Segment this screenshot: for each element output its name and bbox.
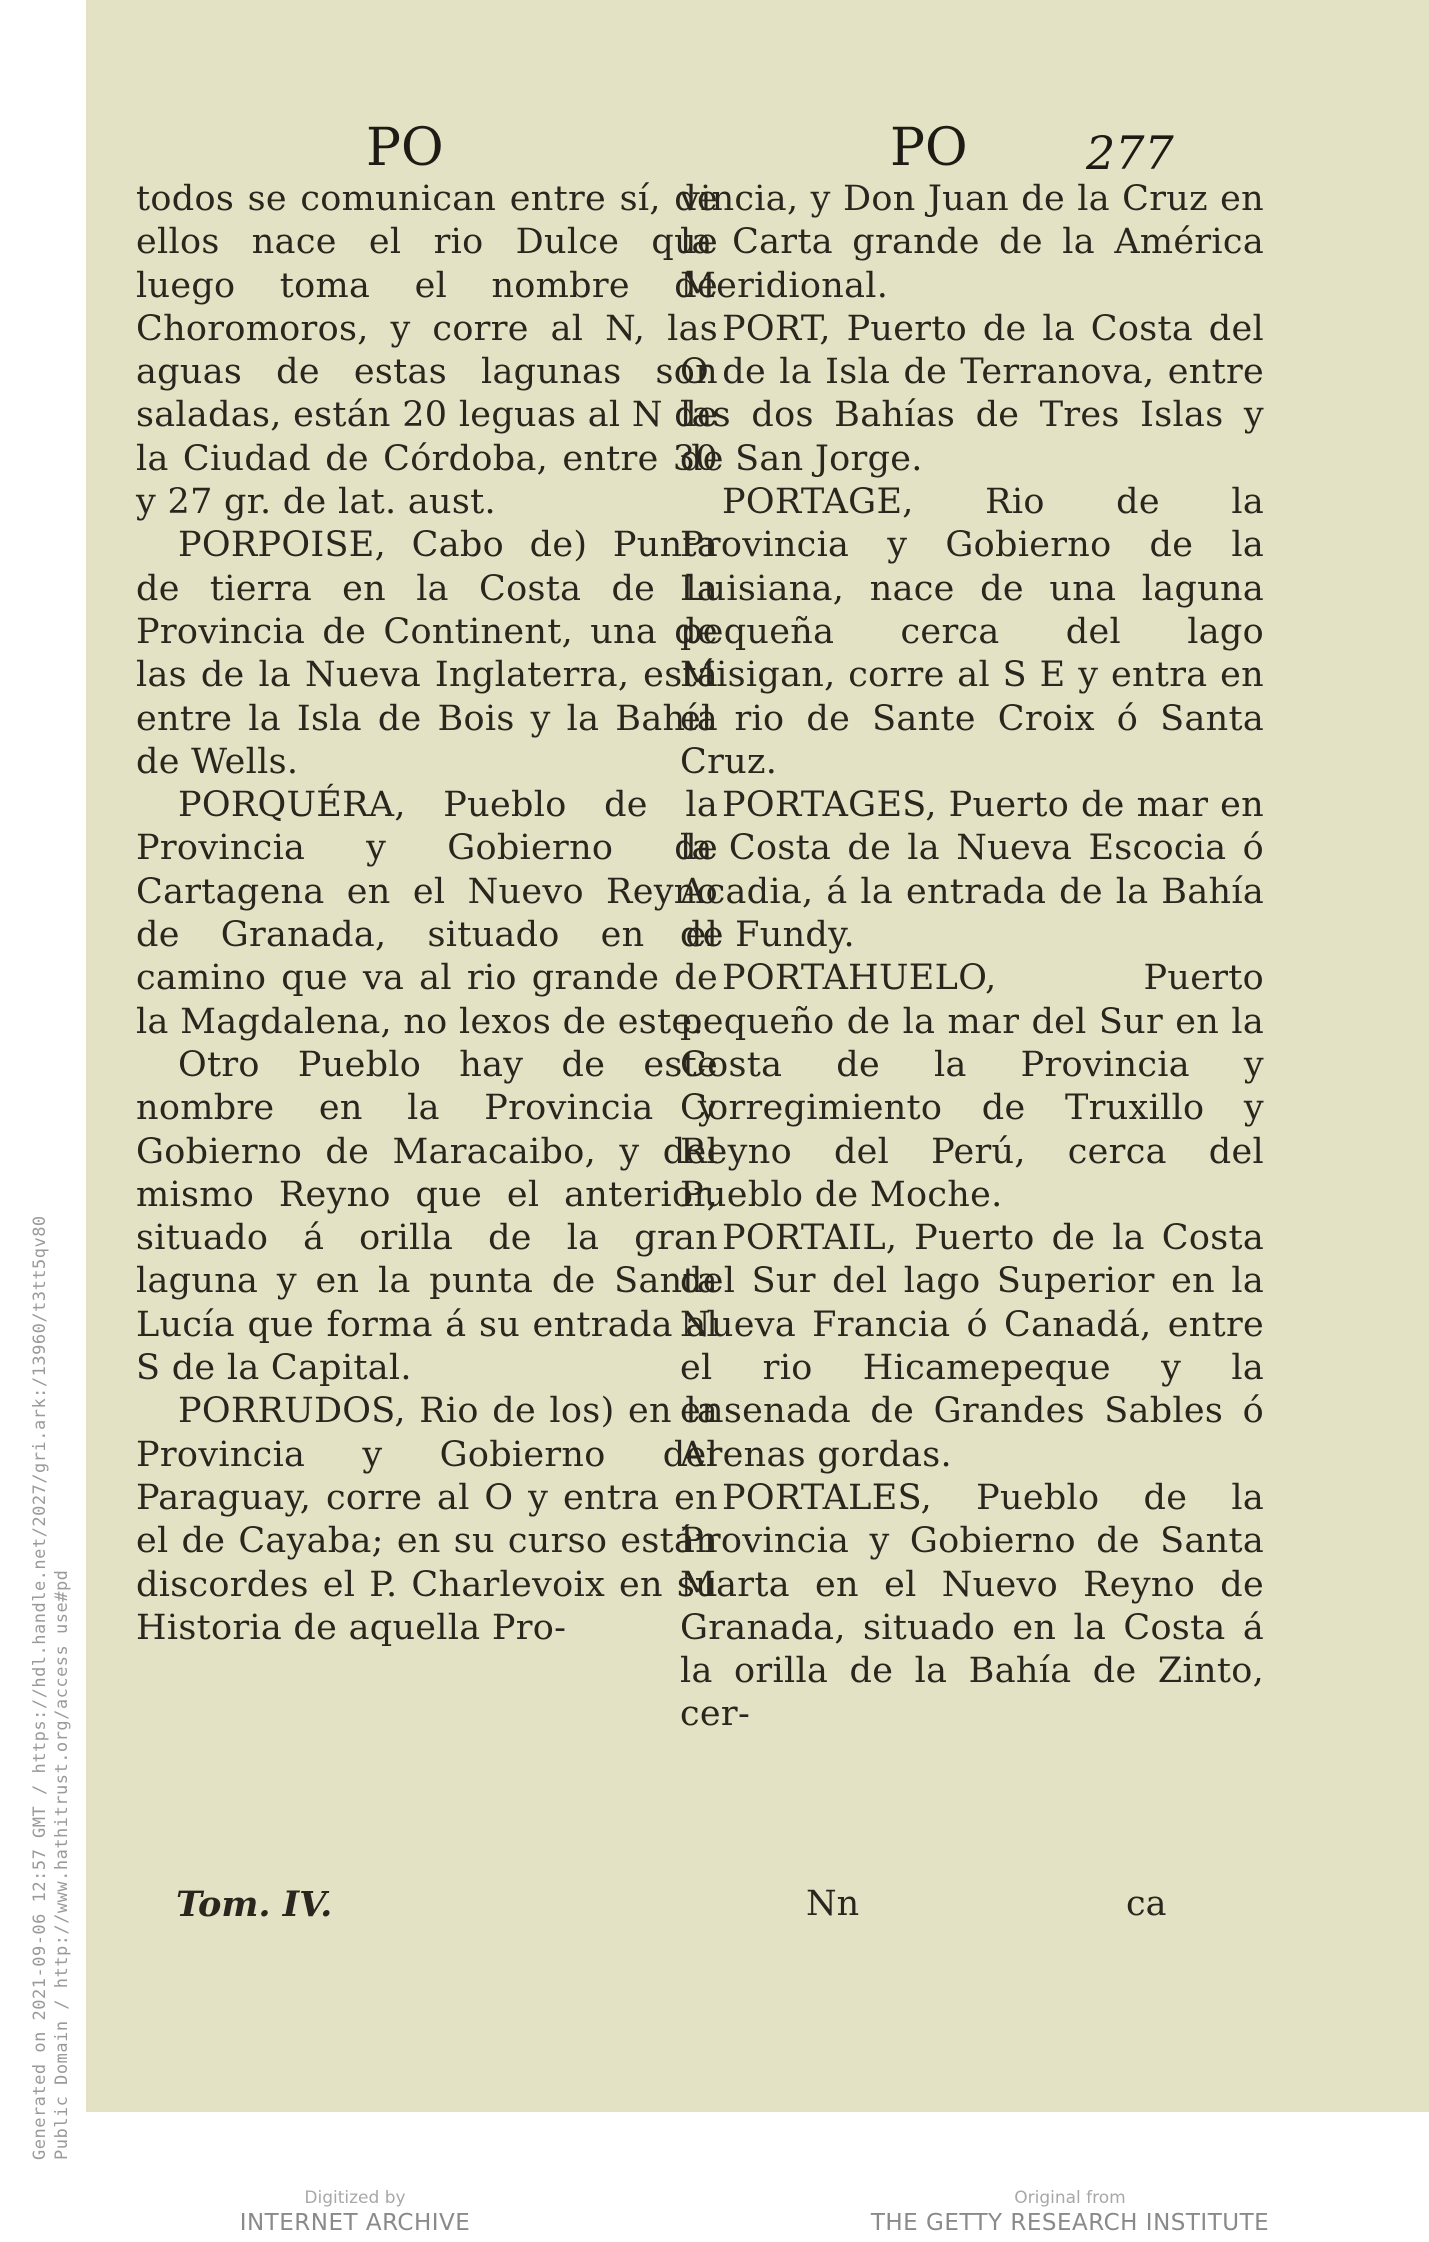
hathitrust-watermark <box>0 1060 72 2220</box>
entry-paragraph: Otro Pueblo hay de este nombre en la Provincia y Gobierno de Maracaibo, y del mismo Reyno que el anterior, situado á orilla de la gran laguna y en la punta de Santa Lucía que forma á su entrada al S de la Capital. <box>136 1044 718 1389</box>
entry-paragraph: PORTALES, Pueblo de la Provincia y Gobierno de Santa Marta en el Nuevo Reyno de Granada, situado en la Costa á la orilla de la Bahía de Zinto, cer- <box>680 1477 1264 1735</box>
entry-paragraph: PORQUÉRA, Pueblo de la Provincia y Gobierno de Cartagena en el Nuevo Reyno de Granada, situado en el camino que va al rio grande de la Magdalena, no lexos de este. <box>136 785 718 1042</box>
entry-paragraph: PORTAHUELO, Puerto pequeño de la mar del Sur en la Costa de la Provincia y Corregimiento de Truxillo y Reyno del Perú, cerca del Pueblo de Moche. <box>680 958 1264 1215</box>
left-column <box>136 178 718 1650</box>
right-running-header: PO <box>890 118 968 178</box>
watermark-line-2: Public Domain / http://www.hathitrust.org/access use#pd <box>52 1569 72 2160</box>
entry-paragraph: vincia, y Don Juan de la Cruz en la Carta grande de la América Meridional. <box>680 179 1264 306</box>
original-from-label: Original from <box>1014 2188 1126 2208</box>
right-column <box>680 178 1264 1737</box>
getty-institute-name: THE GETTY RESEARCH INSTITUTE <box>870 2210 1270 2236</box>
digitized-by-label: Digitized by <box>304 2188 406 2208</box>
page-number: 277 <box>1086 126 1174 180</box>
scanned-page <box>86 0 1429 2112</box>
internet-archive-name: INTERNET ARCHIVE <box>239 2210 471 2236</box>
entry-paragraph: PORT, Puerto de la Costa del O de la Isla de Terranova, entre las dos Bahías de Tres Islas y de San Jorge. <box>680 308 1264 479</box>
entry-paragraph: PORTAGE, Rio de la Provincia y Gobierno de la Luisiana, nace de una laguna pequeña cerca del lago Misigan, corre al S E y entra en el rio de Sante Croix ó Santa Cruz. <box>680 482 1264 782</box>
catchword: ca <box>1126 1884 1167 1924</box>
volume-mark: Tom. IV. <box>176 1884 333 1925</box>
entry-paragraph: todos se comunican entre sí, de ellos nace el rio Dulce que luego toma el nombre de Choromoros, y corre al N, las aguas de estas lagunas son saladas, están 20 leguas al N de la Ciudad de Córdoba, entre 30 y 27 gr. de lat. aust. <box>136 179 718 523</box>
entry-paragraph: PORTAGES, Puerto de mar en la Costa de la Nueva Escocia ó Acadia, á la entrada de la Bahía de Fundy. <box>680 785 1264 956</box>
entry-paragraph: PORRUDOS, Rio de los) en la Provincia y Gobierno del Paraguay, corre al O y entra en el de Cayaba; en su curso están discordes el P. Charlevoix en su Historia de aquella Pro- <box>136 1391 718 1648</box>
watermark-line-1: Generated on 2021-09-06 12:57 GMT / https://hdl.handle.net/2027/gri.ark:/13960/t3tt5qv80 <box>30 1215 50 2160</box>
entry-paragraph: PORTAIL, Puerto de la Costa del Sur del lago Superior en la Nueva Francia ó Canadá, entre el rio Hicamepeque y la ensenada de Grandes Sables ó Arenas gordas. <box>680 1218 1264 1475</box>
signature-mark: Nn <box>806 1884 860 1924</box>
entry-paragraph: PORPOISE, Cabo de) Punta de tierra en la Costa de la Provincia de Continent, una de las de la Nueva Inglaterra, está entre la Isla de Bois y la Bahía de Wells. <box>136 525 718 782</box>
left-running-header: PO <box>366 118 444 178</box>
